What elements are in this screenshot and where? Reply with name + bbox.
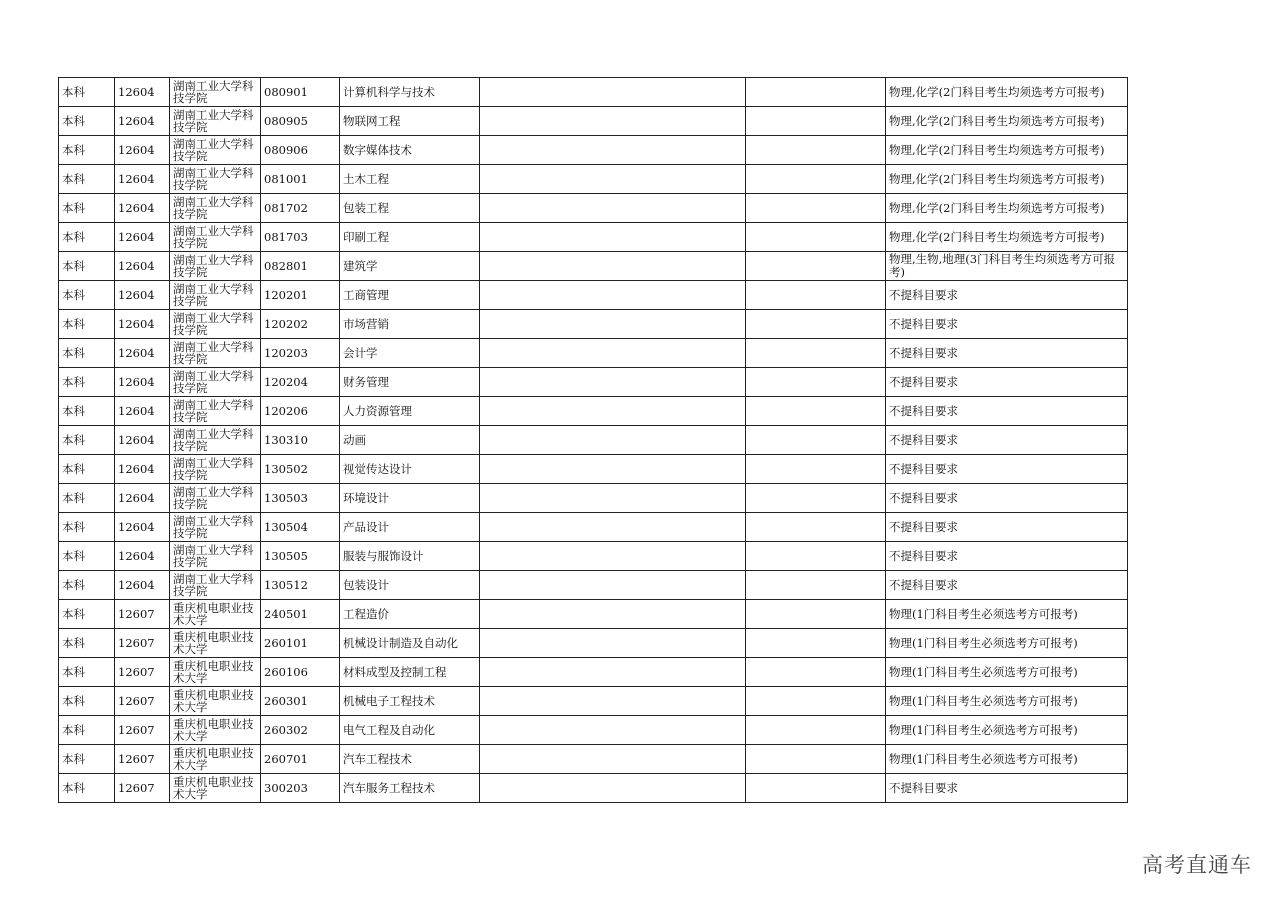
cell-empty: [746, 194, 886, 223]
cell-empty: [480, 339, 746, 368]
table-row: [59, 455, 1128, 484]
cell-empty: [746, 136, 886, 165]
cell-empty: [746, 629, 886, 658]
table-row: [59, 223, 1128, 252]
cell-major-name: 人力资源管理: [340, 397, 480, 426]
cell-empty: [480, 687, 746, 716]
cell-level: 本科: [59, 252, 115, 281]
cell-empty: [480, 281, 746, 310]
cell-empty: [480, 716, 746, 745]
cell-empty: [480, 513, 746, 542]
cell-subject-requirement: 不提科目要求: [886, 513, 1128, 542]
cell-major-name: 产品设计: [340, 513, 480, 542]
cell-school-name: 湖南工业大学科技学院: [170, 194, 261, 223]
cell-major-name: 工程造价: [340, 600, 480, 629]
cell-school-code: 12604: [115, 542, 170, 571]
cell-level: 本科: [59, 281, 115, 310]
cell-subject-requirement: 不提科目要求: [886, 426, 1128, 455]
cell-school-name: 湖南工业大学科技学院: [170, 107, 261, 136]
cell-school-name: 湖南工业大学科技学院: [170, 165, 261, 194]
cell-subject-requirement: 不提科目要求: [886, 281, 1128, 310]
cell-major-code: 130503: [261, 484, 340, 513]
cell-major-name: 建筑学: [340, 252, 480, 281]
admission-requirements-table: [58, 77, 1128, 803]
cell-subject-requirement: 物理,生物,地理(3门科目考生均须选考方可报考): [886, 252, 1128, 281]
cell-school-code: 12604: [115, 484, 170, 513]
cell-school-name: 湖南工业大学科技学院: [170, 78, 261, 107]
cell-major-name: 电气工程及自动化: [340, 716, 480, 745]
cell-school-code: 12604: [115, 252, 170, 281]
cell-level: 本科: [59, 78, 115, 107]
cell-empty: [746, 600, 886, 629]
cell-level: 本科: [59, 513, 115, 542]
cell-subject-requirement: 物理(1门科目考生必须选考方可报考): [886, 745, 1128, 774]
cell-major-name: 财务管理: [340, 368, 480, 397]
cell-empty: [480, 745, 746, 774]
cell-major-code: 130505: [261, 542, 340, 571]
cell-empty: [480, 542, 746, 571]
cell-empty: [746, 339, 886, 368]
cell-major-name: 市场营销: [340, 310, 480, 339]
cell-empty: [480, 426, 746, 455]
cell-subject-requirement: 物理,化学(2门科目考生均须选考方可报考): [886, 107, 1128, 136]
table-row: [59, 745, 1128, 774]
cell-level: 本科: [59, 194, 115, 223]
table-row: [59, 600, 1128, 629]
cell-school-code: 12604: [115, 310, 170, 339]
cell-school-name: 湖南工业大学科技学院: [170, 426, 261, 455]
cell-empty: [480, 223, 746, 252]
cell-major-name: 物联网工程: [340, 107, 480, 136]
cell-school-code: 12604: [115, 455, 170, 484]
cell-empty: [746, 426, 886, 455]
cell-empty: [746, 310, 886, 339]
table-row: [59, 397, 1128, 426]
cell-school-code: 12607: [115, 600, 170, 629]
cell-major-code: 081001: [261, 165, 340, 194]
cell-empty: [746, 484, 886, 513]
cell-school-name: 重庆机电职业技术大学: [170, 687, 261, 716]
cell-school-name: 重庆机电职业技术大学: [170, 774, 261, 803]
cell-school-code: 12607: [115, 716, 170, 745]
cell-empty: [480, 629, 746, 658]
cell-major-name: 土木工程: [340, 165, 480, 194]
cell-major-name: 机械设计制造及自动化: [340, 629, 480, 658]
cell-school-name: 湖南工业大学科技学院: [170, 223, 261, 252]
cell-major-code: 120206: [261, 397, 340, 426]
cell-school-name: 湖南工业大学科技学院: [170, 455, 261, 484]
cell-empty: [480, 107, 746, 136]
cell-major-code: 120204: [261, 368, 340, 397]
cell-level: 本科: [59, 310, 115, 339]
cell-school-name: 湖南工业大学科技学院: [170, 484, 261, 513]
cell-empty: [746, 774, 886, 803]
cell-empty: [480, 165, 746, 194]
cell-major-code: 260101: [261, 629, 340, 658]
cell-subject-requirement: 不提科目要求: [886, 484, 1128, 513]
cell-school-name: 湖南工业大学科技学院: [170, 397, 261, 426]
cell-major-code: 080906: [261, 136, 340, 165]
cell-empty: [746, 107, 886, 136]
cell-major-code: 081702: [261, 194, 340, 223]
table-row: [59, 339, 1128, 368]
cell-major-code: 260701: [261, 745, 340, 774]
table-row: [59, 136, 1128, 165]
cell-major-code: 130502: [261, 455, 340, 484]
cell-empty: [480, 310, 746, 339]
table-row: [59, 484, 1128, 513]
cell-subject-requirement: 物理,化学(2门科目考生均须选考方可报考): [886, 78, 1128, 107]
cell-level: 本科: [59, 716, 115, 745]
cell-level: 本科: [59, 339, 115, 368]
cell-empty: [480, 774, 746, 803]
cell-empty: [746, 165, 886, 194]
cell-school-name: 湖南工业大学科技学院: [170, 281, 261, 310]
cell-subject-requirement: 物理,化学(2门科目考生均须选考方可报考): [886, 194, 1128, 223]
cell-major-name: 机械电子工程技术: [340, 687, 480, 716]
cell-level: 本科: [59, 455, 115, 484]
cell-major-name: 会计学: [340, 339, 480, 368]
cell-school-code: 12604: [115, 136, 170, 165]
table-row: [59, 281, 1128, 310]
table-row: [59, 165, 1128, 194]
cell-major-code: 120201: [261, 281, 340, 310]
table-row: [59, 78, 1128, 107]
table-row: [59, 107, 1128, 136]
cell-school-code: 12604: [115, 513, 170, 542]
cell-level: 本科: [59, 165, 115, 194]
cell-school-code: 12604: [115, 223, 170, 252]
cell-school-code: 12607: [115, 658, 170, 687]
cell-subject-requirement: 物理(1门科目考生必须选考方可报考): [886, 658, 1128, 687]
cell-school-name: 湖南工业大学科技学院: [170, 513, 261, 542]
cell-level: 本科: [59, 426, 115, 455]
watermark-logo: 高考直通车: [1142, 853, 1252, 877]
table-row: [59, 571, 1128, 600]
cell-subject-requirement: 物理(1门科目考生必须选考方可报考): [886, 716, 1128, 745]
cell-empty: [746, 281, 886, 310]
cell-major-code: 300203: [261, 774, 340, 803]
cell-level: 本科: [59, 687, 115, 716]
cell-level: 本科: [59, 600, 115, 629]
cell-major-name: 服装与服饰设计: [340, 542, 480, 571]
cell-empty: [480, 194, 746, 223]
cell-major-name: 环境设计: [340, 484, 480, 513]
cell-major-name: 汽车服务工程技术: [340, 774, 480, 803]
table-body: [59, 78, 1128, 803]
cell-major-name: 包装设计: [340, 571, 480, 600]
cell-major-code: 260302: [261, 716, 340, 745]
cell-school-code: 12607: [115, 774, 170, 803]
table-row: [59, 542, 1128, 571]
cell-level: 本科: [59, 368, 115, 397]
cell-empty: [746, 716, 886, 745]
cell-school-code: 12604: [115, 78, 170, 107]
cell-major-name: 动画: [340, 426, 480, 455]
cell-major-name: 视觉传达设计: [340, 455, 480, 484]
cell-school-name: 湖南工业大学科技学院: [170, 339, 261, 368]
cell-subject-requirement: 物理(1门科目考生必须选考方可报考): [886, 687, 1128, 716]
cell-empty: [480, 368, 746, 397]
cell-level: 本科: [59, 542, 115, 571]
cell-level: 本科: [59, 629, 115, 658]
cell-empty: [746, 658, 886, 687]
cell-school-code: 12604: [115, 339, 170, 368]
cell-empty: [746, 368, 886, 397]
cell-level: 本科: [59, 571, 115, 600]
cell-empty: [746, 687, 886, 716]
cell-school-code: 12604: [115, 194, 170, 223]
cell-major-code: 120202: [261, 310, 340, 339]
table-row: [59, 252, 1128, 281]
table-row: [59, 687, 1128, 716]
cell-subject-requirement: 不提科目要求: [886, 397, 1128, 426]
cell-major-code: 081703: [261, 223, 340, 252]
cell-empty: [480, 78, 746, 107]
cell-major-code: 240501: [261, 600, 340, 629]
cell-school-name: 湖南工业大学科技学院: [170, 252, 261, 281]
cell-empty: [746, 252, 886, 281]
cell-major-code: 082801: [261, 252, 340, 281]
cell-subject-requirement: 物理,化学(2门科目考生均须选考方可报考): [886, 223, 1128, 252]
cell-empty: [480, 252, 746, 281]
cell-empty: [746, 513, 886, 542]
cell-school-code: 12604: [115, 397, 170, 426]
cell-empty: [480, 658, 746, 687]
cell-school-code: 12607: [115, 687, 170, 716]
cell-subject-requirement: 物理(1门科目考生必须选考方可报考): [886, 629, 1128, 658]
table-row: [59, 194, 1128, 223]
cell-subject-requirement: 不提科目要求: [886, 339, 1128, 368]
cell-school-name: 重庆机电职业技术大学: [170, 629, 261, 658]
cell-school-code: 12607: [115, 745, 170, 774]
cell-level: 本科: [59, 745, 115, 774]
table-row: [59, 716, 1128, 745]
cell-school-name: 重庆机电职业技术大学: [170, 716, 261, 745]
cell-school-code: 12607: [115, 629, 170, 658]
table-row: [59, 310, 1128, 339]
cell-school-code: 12604: [115, 571, 170, 600]
cell-empty: [746, 455, 886, 484]
cell-major-name: 材料成型及控制工程: [340, 658, 480, 687]
cell-empty: [480, 571, 746, 600]
cell-school-code: 12604: [115, 426, 170, 455]
cell-school-name: 重庆机电职业技术大学: [170, 745, 261, 774]
table-row: [59, 774, 1128, 803]
cell-major-code: 120203: [261, 339, 340, 368]
cell-school-code: 12604: [115, 281, 170, 310]
cell-subject-requirement: 不提科目要求: [886, 571, 1128, 600]
cell-school-name: 重庆机电职业技术大学: [170, 600, 261, 629]
cell-level: 本科: [59, 484, 115, 513]
cell-major-name: 工商管理: [340, 281, 480, 310]
cell-major-code: 130310: [261, 426, 340, 455]
table-row: [59, 368, 1128, 397]
cell-level: 本科: [59, 223, 115, 252]
cell-school-name: 湖南工业大学科技学院: [170, 571, 261, 600]
cell-major-name: 汽车工程技术: [340, 745, 480, 774]
cell-subject-requirement: 物理,化学(2门科目考生均须选考方可报考): [886, 136, 1128, 165]
table-row: [59, 513, 1128, 542]
cell-empty: [746, 78, 886, 107]
cell-subject-requirement: 不提科目要求: [886, 542, 1128, 571]
cell-school-name: 重庆机电职业技术大学: [170, 658, 261, 687]
cell-level: 本科: [59, 107, 115, 136]
cell-major-name: 包装工程: [340, 194, 480, 223]
cell-major-code: 130512: [261, 571, 340, 600]
cell-major-code: 260106: [261, 658, 340, 687]
cell-school-name: 湖南工业大学科技学院: [170, 136, 261, 165]
cell-major-name: 计算机科学与技术: [340, 78, 480, 107]
cell-empty: [746, 542, 886, 571]
cell-school-name: 湖南工业大学科技学院: [170, 368, 261, 397]
cell-subject-requirement: 物理,化学(2门科目考生均须选考方可报考): [886, 165, 1128, 194]
cell-empty: [746, 571, 886, 600]
cell-empty: [480, 397, 746, 426]
cell-subject-requirement: 不提科目要求: [886, 368, 1128, 397]
cell-empty: [746, 223, 886, 252]
cell-major-code: 130504: [261, 513, 340, 542]
cell-empty: [480, 455, 746, 484]
cell-subject-requirement: 不提科目要求: [886, 455, 1128, 484]
cell-school-code: 12604: [115, 107, 170, 136]
cell-subject-requirement: 物理(1门科目考生必须选考方可报考): [886, 600, 1128, 629]
cell-level: 本科: [59, 397, 115, 426]
cell-level: 本科: [59, 774, 115, 803]
cell-empty: [480, 600, 746, 629]
cell-empty: [746, 745, 886, 774]
cell-empty: [746, 397, 886, 426]
cell-school-code: 12604: [115, 368, 170, 397]
cell-major-code: 080901: [261, 78, 340, 107]
table-row: [59, 658, 1128, 687]
cell-school-name: 湖南工业大学科技学院: [170, 310, 261, 339]
cell-subject-requirement: 不提科目要求: [886, 774, 1128, 803]
cell-school-name: 湖南工业大学科技学院: [170, 542, 261, 571]
cell-major-name: 数字媒体技术: [340, 136, 480, 165]
cell-level: 本科: [59, 658, 115, 687]
table-row: [59, 629, 1128, 658]
cell-major-code: 260301: [261, 687, 340, 716]
cell-level: 本科: [59, 136, 115, 165]
table-row: [59, 426, 1128, 455]
cell-empty: [480, 484, 746, 513]
cell-empty: [480, 136, 746, 165]
cell-school-code: 12604: [115, 165, 170, 194]
cell-major-name: 印刷工程: [340, 223, 480, 252]
cell-major-code: 080905: [261, 107, 340, 136]
cell-subject-requirement: 不提科目要求: [886, 310, 1128, 339]
